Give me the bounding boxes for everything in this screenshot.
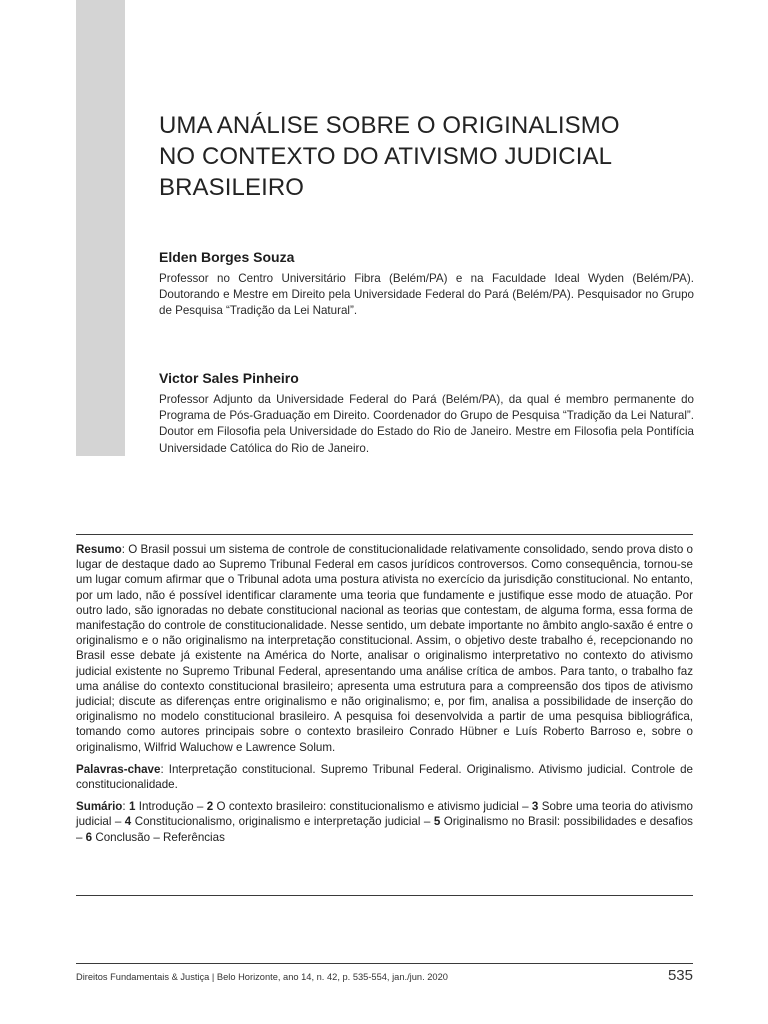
keywords-text: : Interpretação constitucional. Supremo Tribunal Federal. Originalismo. Ativismo judicial. Controle de constitucionalidade. [76,762,693,792]
title-line: BRASILEIRO [159,174,305,201]
footer-divider [76,963,693,964]
summary-item-number: 6 [85,830,93,844]
summary-paragraph [76,799,693,845]
abstract-bottom-divider [76,895,693,896]
abstract-section [76,542,693,852]
author-bio: Professor Adjunto da Universidade Federal do Pará (Belém/PA), da qual é membro permanente do Programa de Pós-Graduação em Direito. Coordenador do Grupo de Pesquisa “Tradição da Lei Natural”. Doutor em Filosofia pela Universidade do Estado do Rio de Janeiro. Mestre em Filosofia pela Pontifícia Universidade Católica do Rio de Janeiro. [159,393,694,455]
summary-item-number: 5 [433,815,441,829]
author-block [159,248,694,320]
keywords-paragraph [76,762,693,792]
footer-citation: Direitos Fundamentais & Justiça | Belo Horizonte, ano 14, n. 42, p. 535-554, jan./jun. 2020 [76,972,448,982]
page-number: 535 [667,967,693,984]
summary-item-number: 3 [531,800,539,814]
summary-label: Sumário [76,800,123,814]
abstract-text: : O Brasil possui um sistema de controle de constitucionalidade relativamente consolidado, sendo prova disto o lugar de destaque dado ao Supremo Tribunal Federal em casos jurídicos controversos. Como consequência, tornou-se um lugar comum afirmar que o Tribunal adota uma postura ativista no exercício da jurisdição constitucional. No entanto, por um lado, não é possível identificar claramente uma teoria que fundamente e justifique esse modo de atuação. Por outro lado, são ignoradas no debate constitucional nacional as teorias que contestam, de alguma forma, essa forma de manifestação do controle de constitucionalidade. Nesse sentido, um debate importante no âmbito anglo-saxão é entre o originalismo e o não originalismo na interpretação constitucional. Assim, o objetivo deste trabalho é, recepcionando no Brasil esse debate já existente na América do Norte, analisar o originalismo interpretativo no contexto do ativismo judicial existente no Supremo Tribunal Federal, apresentando uma análise crítica de ambos. Para tanto, o trabalho faz uma análise do contexto constitucional brasileiro; apresenta uma estrutura para a compreensão dos tipos de ativismo judicial; discute as diferenças entre originalismo e não originalismo; e, por fim, analisa a possibilidade de inserção do originalismo no modelo constitucional brasileiro. A pesquisa foi desenvolvida a partir de uma pesquisa bibliográfica, tomando como autores principais sobre o contexto brasileiro Conrado Hübner e Luís Roberto Barroso e, sobre o originalismo, Wilfrid Waluchow e Lawrence Solum. [76,543,693,754]
title-line: UMA ANÁLISE SOBRE O ORIGINALISMO [159,112,620,139]
summary-item-text: Originalismo no Brasil: possibilidades e desafios – [76,815,693,844]
abstract-top-divider [76,534,693,535]
summary-item-text: Conclusão – Referências [92,830,225,844]
article-title [159,110,679,203]
summary-item-text: Sobre uma teoria do ativismo judicial – [76,800,693,829]
abstract-paragraph [76,542,693,755]
abstract-label: Resumo [76,543,122,556]
summary-item-number: 4 [124,815,132,829]
keywords-label: Palavras-chave [76,762,161,776]
summary-separator: : [122,800,129,814]
summary-item-text: O contexto brasileiro: constitucionalismo e ativismo judicial – [213,800,532,814]
summary-item-number: 2 [206,800,214,814]
summary-item-text: Constitucionalismo, originalismo e interpretação judicial – [131,815,434,829]
summary-item-number: 1 [128,800,136,814]
author-block [159,369,694,457]
author-bio: Professor no Centro Universitário Fibra (Belém/PA) e na Faculdade Ideal Wyden (Belém/PA). Doutorando e Mestre em Direito pela Universidade Federal do Pará (Belém/PA). Pesquisador no Grupo de Pesquisa “Tradição da Lei Natural”. [159,272,694,318]
author-name: Victor Sales Pinheiro [159,370,299,386]
author-name: Elden Borges Souza [159,249,295,265]
title-line: NO CONTEXTO DO ATIVISMO JUDICIAL [159,143,613,170]
decorative-side-bar [76,0,125,456]
summary-item-text: Introdução – [135,800,207,814]
